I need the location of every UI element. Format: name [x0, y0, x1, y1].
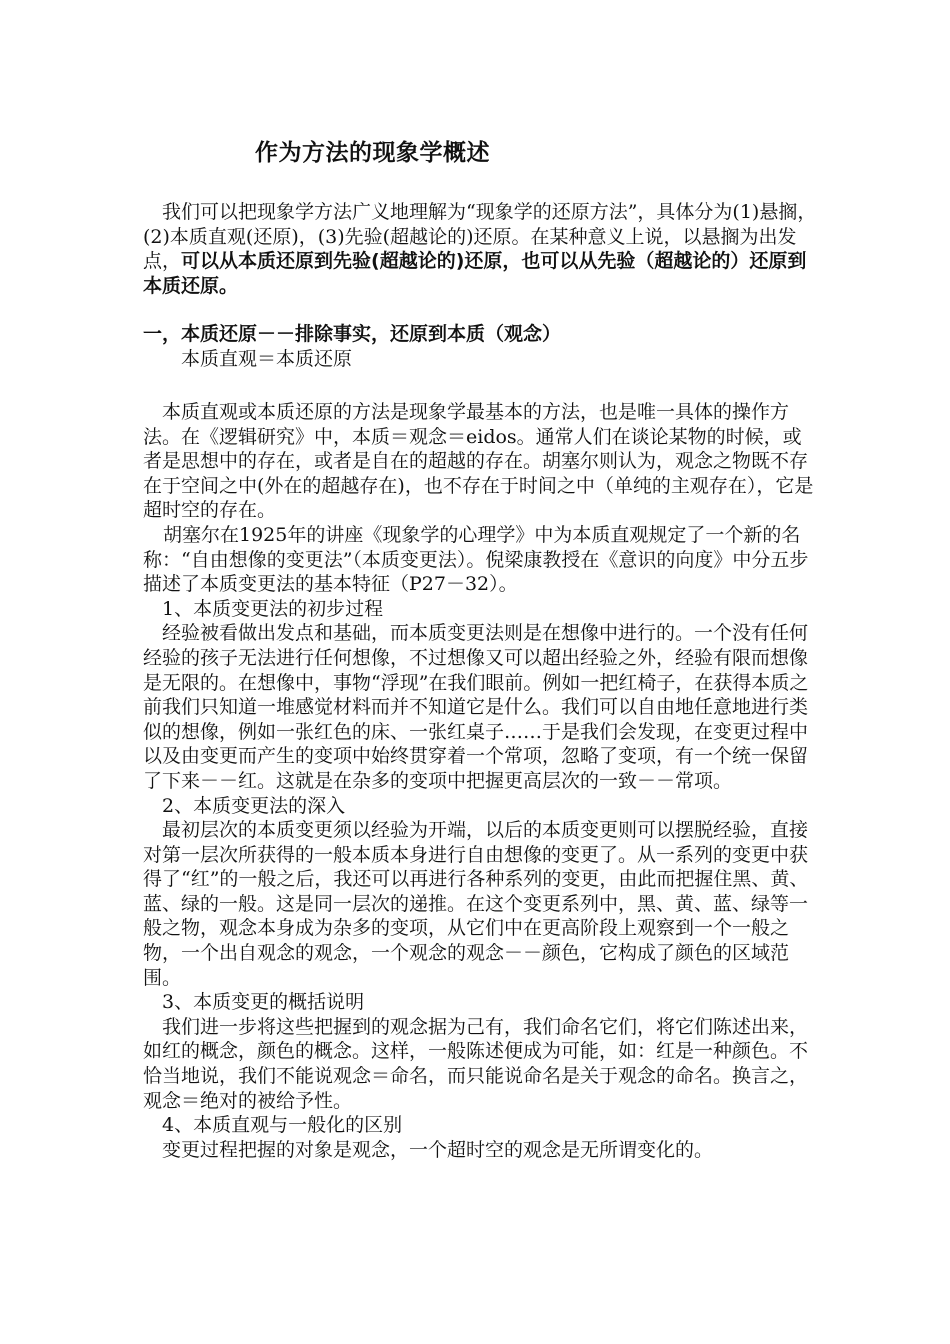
subsection-title: 2、本质变更法的深入	[162, 794, 346, 817]
paragraph: 变更过程把握的对象是观念，一个超时空的观念是无所谓变化的。	[162, 1138, 714, 1161]
paragraph: 经验被看做出发点和基础，而本质变更法则是在想像中进行的。一个没有任何经验的孩子无法进行任何想像，不过想像又可以超出经验之外，经验有限而想像是无限的。在想像中，事物“浮现”在我们眼前。例如一把红椅子，在获得本质之前我们只知道一堆感觉材料而并不知道它是什么。我们可以自由地任意地进行类似的想像，例如一张红色的床、一张红桌子……于是我们会发现，在变更过程中以及由变更而产生的变项中始终贯穿着一个常项，忽略了变项，有一个统一保留了下来－－红。这就是在杂多的变项中把握更高层次的一致－－常项。	[143, 622, 809, 792]
paragraph: 最初层次的本质变更须以经验为开端，以后的本质变更则可以摆脱经验，直接对第一层次所获得的一般本质本身进行自由想像的变更了。从一系列的变更中获得了“红”的一般之后，我还可以再进行各种系列的变更，由此而把握住黑、黄、蓝、绿的一般。这是同一层次的递推。在这个变更系列中，黑、黄、蓝、绿等一般之物，观念本身成为杂多的变项，从它们中在更高阶段上观察到一个一般之物，一个出自观念的观念，一个观念的观念－－颜色，它构成了颜色的区域范围。	[143, 819, 809, 989]
paragraph: 我们进一步将这些把握到的观念据为己有，我们命名它们，将它们陈述出来，如红的概念，颜色的概念。这样，一般陈述便成为可能，如：红是一种颜色。不恰当地说，我们不能说观念＝命名，而只能说命名是关于观念的命名。换言之，观念＝绝对的被给予性。	[143, 1015, 809, 1112]
paragraph: 本质直观或本质还原的方法是现象学最基本的方法，也是唯一具体的操作方法。在《逻辑研究》中，本质＝观念＝eidos。通常人们在谈论某物的时候，或者是思想中的存在，或者是自在的超越的存在。胡塞尔则认为，观念之物既不存在于空间之中(外在的超越存在)，也不存在于时间之中（单纯的主观存在），它是超时空的存在。	[143, 401, 814, 522]
intro-normal-text: 我们可以把现象学方法广义地理解为“现象学的还原方法”，具体分为(1)悬搁，(2)本质直观(还原)，(3)先验(超越论的)还原。在某种意义上说，以悬搁为出发点，	[143, 201, 817, 273]
body-text	[143, 400, 818, 1162]
section-heading: 一，本质还原－－排除事实，还原到本质（观念）	[143, 323, 562, 345]
section-subheading: 本质直观＝本质还原	[181, 348, 353, 370]
paragraph: 胡塞尔在1925年的讲座《现象学的心理学》中为本质直观规定了一个新的名称：“自由想像的变更法”（本质变更法）。倪梁康教授在《意识的向度》中分五步描述了本质变更法的基本特征（P27－32）。	[143, 523, 809, 596]
intro-paragraph	[143, 200, 818, 298]
intro-bold-text: 可以从本质还原到先验(超越论的)还原，也可以从先验（超越论的）还原到本质还原。	[143, 250, 807, 297]
subsection-title: 3、本质变更的概括说明	[162, 991, 365, 1014]
document-title: 作为方法的现象学概述	[255, 140, 490, 166]
intro-text	[143, 200, 818, 298]
subsection-title: 1、本质变更法的初步过程	[162, 597, 384, 620]
subsection-title: 4、本质直观与一般化的区别	[162, 1114, 403, 1137]
